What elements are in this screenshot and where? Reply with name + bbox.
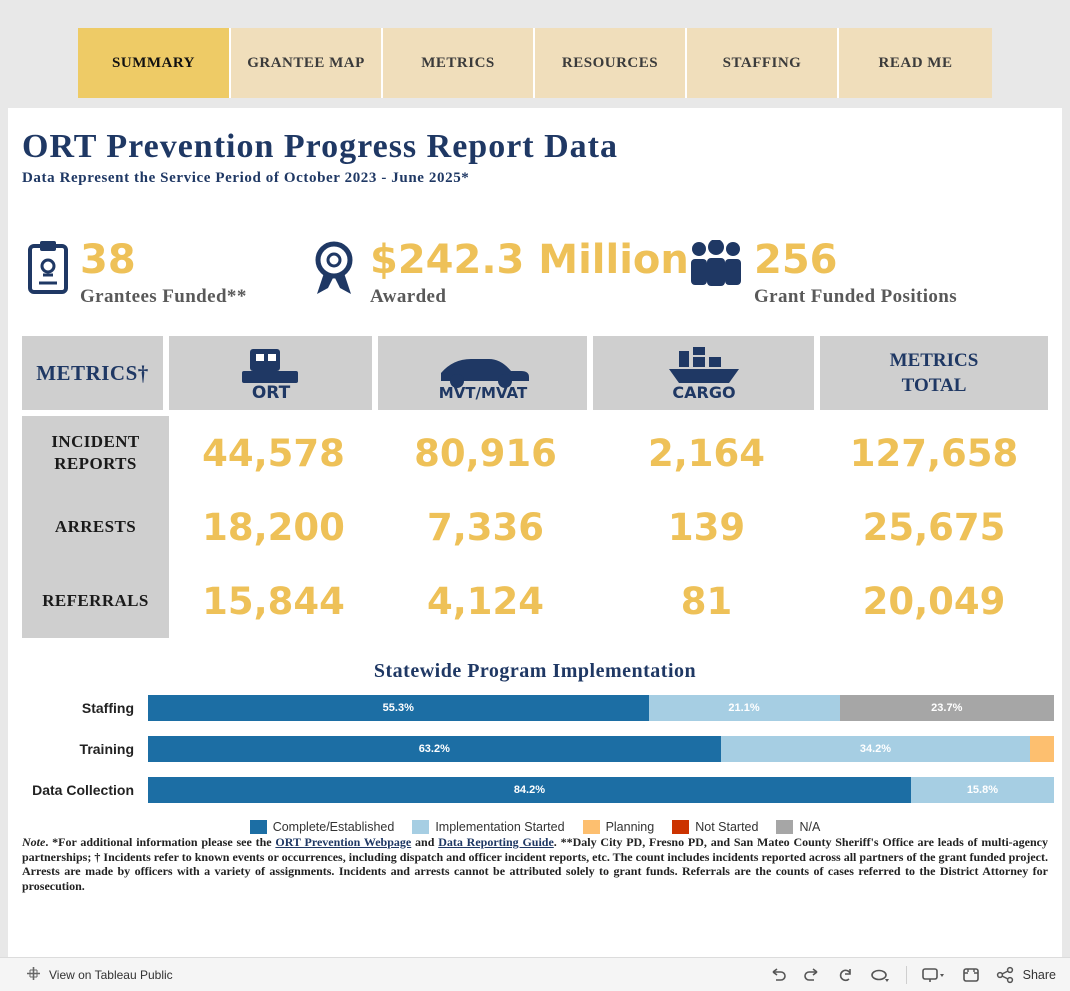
chart-legend — [8, 820, 1062, 834]
legend-label: N/A — [799, 820, 821, 834]
tableau-label: View on Tableau Public — [49, 967, 173, 982]
cell-arrests-cargo: 139 — [667, 505, 746, 549]
bar-label-staffing: Staffing — [81, 699, 134, 716]
svg-text:CARGO: CARGO — [671, 383, 736, 401]
table-row — [169, 564, 1048, 638]
bar-row-staffing — [8, 691, 1062, 724]
chart-title: Statewide Program Implementation — [373, 660, 697, 682]
cell-referrals-mvt: 4,124 — [426, 579, 545, 623]
tab-resources[interactable]: RESOURCES — [535, 28, 687, 98]
ort-truck-icon — [228, 345, 314, 401]
metrics-row-labels — [22, 416, 169, 638]
cell-incident-mvt: 80,916 — [414, 431, 557, 475]
kpi-awarded — [308, 237, 689, 308]
footnote-prefix: Note — [22, 835, 46, 849]
column-header-ort — [169, 336, 378, 410]
bar-track — [148, 777, 1054, 803]
cell-arrests-ort: 18,200 — [202, 505, 345, 549]
share-button[interactable] — [995, 966, 1056, 984]
award-ribbon-icon — [308, 240, 360, 301]
bar-segment[interactable]: 21.1% — [649, 695, 840, 721]
people-group-icon — [688, 240, 744, 295]
undo-icon[interactable] — [768, 966, 788, 984]
implementation-chart — [8, 660, 1062, 834]
metrics-table-body — [22, 416, 1048, 638]
clipboard-icon — [26, 240, 70, 299]
bar-label-data-collection: Data Collection — [32, 781, 134, 798]
kpi-label: Awarded — [370, 286, 447, 307]
bar-track — [148, 695, 1054, 721]
bottom-toolbar — [0, 957, 1070, 991]
bar-segment[interactable]: 15.8% — [911, 777, 1054, 803]
share-icon — [995, 966, 1017, 984]
row-label-referrals: REFERRALS — [42, 591, 149, 610]
row-label-incident-reports: INCIDENT REPORTS — [51, 432, 140, 473]
page-title: ORT Prevention Progress Report Data — [22, 128, 618, 165]
legend-swatch — [250, 820, 267, 834]
metrics-table — [22, 336, 1048, 638]
alerts-icon[interactable] — [921, 966, 947, 984]
cell-referrals-total: 20,049 — [862, 579, 1006, 623]
footnote-text-3: . **Daly City PD, Fresno PD, and San Mateo County Sheriff's Office are leads of multi-agency partnerships; † Incidents refer to known events or occurrences, including dispatch and officer incident reports, etc. The count includes incidents reported across all partners of the grant funded project. Arrests are made by officers with a variety of assignments. Incidents and arrests cannot be attributed solely to grant funds. Referrals are the counts of cases referred to the District Attorney for prosecution. — [22, 835, 1048, 893]
bar-segment[interactable]: 84.2% — [148, 777, 911, 803]
tab-staffing[interactable]: STAFFING — [687, 28, 839, 98]
row-label-arrests: ARRESTS — [54, 517, 137, 536]
share-label: Share — [1022, 967, 1056, 982]
cell-incident-total: 127,658 — [849, 431, 1019, 475]
legend-label: Complete/Established — [272, 820, 395, 834]
cell-incident-ort: 44,578 — [202, 431, 345, 475]
cell-arrests-total: 25,675 — [862, 505, 1006, 549]
bar-row-training — [8, 732, 1062, 765]
column-header-mvt — [378, 336, 593, 410]
bar-segment[interactable]: 34.2% — [721, 736, 1031, 762]
bar-label-training: Training — [79, 740, 134, 757]
redo-icon[interactable] — [802, 966, 822, 984]
view-on-tableau-public-button[interactable] — [26, 966, 173, 984]
legend-swatch — [412, 820, 429, 834]
kpi-value: 38 — [80, 237, 136, 283]
legend-label: Implementation Started — [435, 820, 565, 834]
legend-item[interactable] — [250, 820, 395, 834]
cargo-ship-icon — [649, 345, 759, 401]
cell-referrals-cargo: 81 — [680, 579, 733, 623]
car-icon — [423, 345, 543, 401]
legend-label: Planning — [605, 820, 655, 834]
bar-track — [148, 736, 1054, 762]
link-ort-prevention-webpage[interactable]: ORT Prevention Webpage — [275, 835, 412, 849]
svg-text:MVT/MVAT: MVT/MVAT — [438, 384, 527, 401]
metrics-table-header — [22, 336, 1048, 410]
kpi-value: $242.3 Million — [370, 237, 689, 283]
table-row — [169, 416, 1048, 490]
footnote-text-1: . *For additional information please see the — [45, 835, 276, 849]
kpi-label: Grantees Funded** — [80, 286, 247, 307]
bar-segment[interactable]: 23.7% — [840, 695, 1055, 721]
kpi-row — [8, 232, 1062, 322]
tab-bar — [78, 28, 992, 98]
toolbar-actions — [768, 966, 1056, 984]
legend-swatch — [776, 820, 793, 834]
kpi-value: 256 — [754, 237, 838, 283]
tableau-logo-icon — [26, 966, 41, 984]
legend-swatch — [583, 820, 600, 834]
legend-item[interactable] — [672, 820, 758, 834]
kpi-grantees-funded — [26, 237, 247, 308]
refresh-icon[interactable] — [870, 966, 892, 984]
bar-row-data-collection — [8, 773, 1062, 806]
table-row — [169, 490, 1048, 564]
footnote-text-2: and — [411, 835, 439, 849]
link-data-reporting-guide[interactable]: Data Reporting Guide — [438, 835, 554, 849]
legend-label: Not Started — [695, 820, 759, 834]
legend-swatch — [672, 820, 689, 834]
tab-read-me[interactable]: READ ME — [839, 28, 992, 98]
svg-text:ORT: ORT — [251, 383, 290, 401]
bar-segment[interactable]: 63.2% — [148, 736, 721, 762]
toolbar-divider — [906, 966, 907, 984]
kpi-label: Grant Funded Positions — [754, 286, 958, 307]
footnote — [22, 835, 1048, 893]
cell-arrests-mvt: 7,336 — [426, 505, 545, 549]
cell-incident-cargo: 2,164 — [647, 431, 766, 475]
metrics-corner-label: METRICS† — [22, 336, 169, 410]
bar-segment[interactable]: 55.3% — [148, 695, 649, 721]
full-screen-icon[interactable] — [961, 966, 981, 984]
tab-summary[interactable]: SUMMARY — [78, 28, 231, 98]
legend-item[interactable] — [583, 820, 655, 834]
cell-referrals-ort: 15,844 — [202, 579, 345, 623]
legend-item[interactable] — [412, 820, 564, 834]
column-header-cargo — [593, 336, 820, 410]
dashboard-card — [8, 108, 1062, 958]
legend-item[interactable] — [776, 820, 820, 834]
tab-grantee-map[interactable]: GRANTEE MAP — [231, 28, 383, 98]
column-header-total: METRICS TOTAL — [820, 336, 1048, 410]
tab-metrics[interactable]: METRICS — [383, 28, 535, 98]
bar-segment[interactable] — [1030, 736, 1054, 762]
kpi-grant-funded-positions — [688, 237, 958, 308]
page-subtitle: Data Represent the Service Period of October 2023 - June 2025* — [22, 170, 470, 186]
revert-icon[interactable] — [836, 966, 856, 984]
